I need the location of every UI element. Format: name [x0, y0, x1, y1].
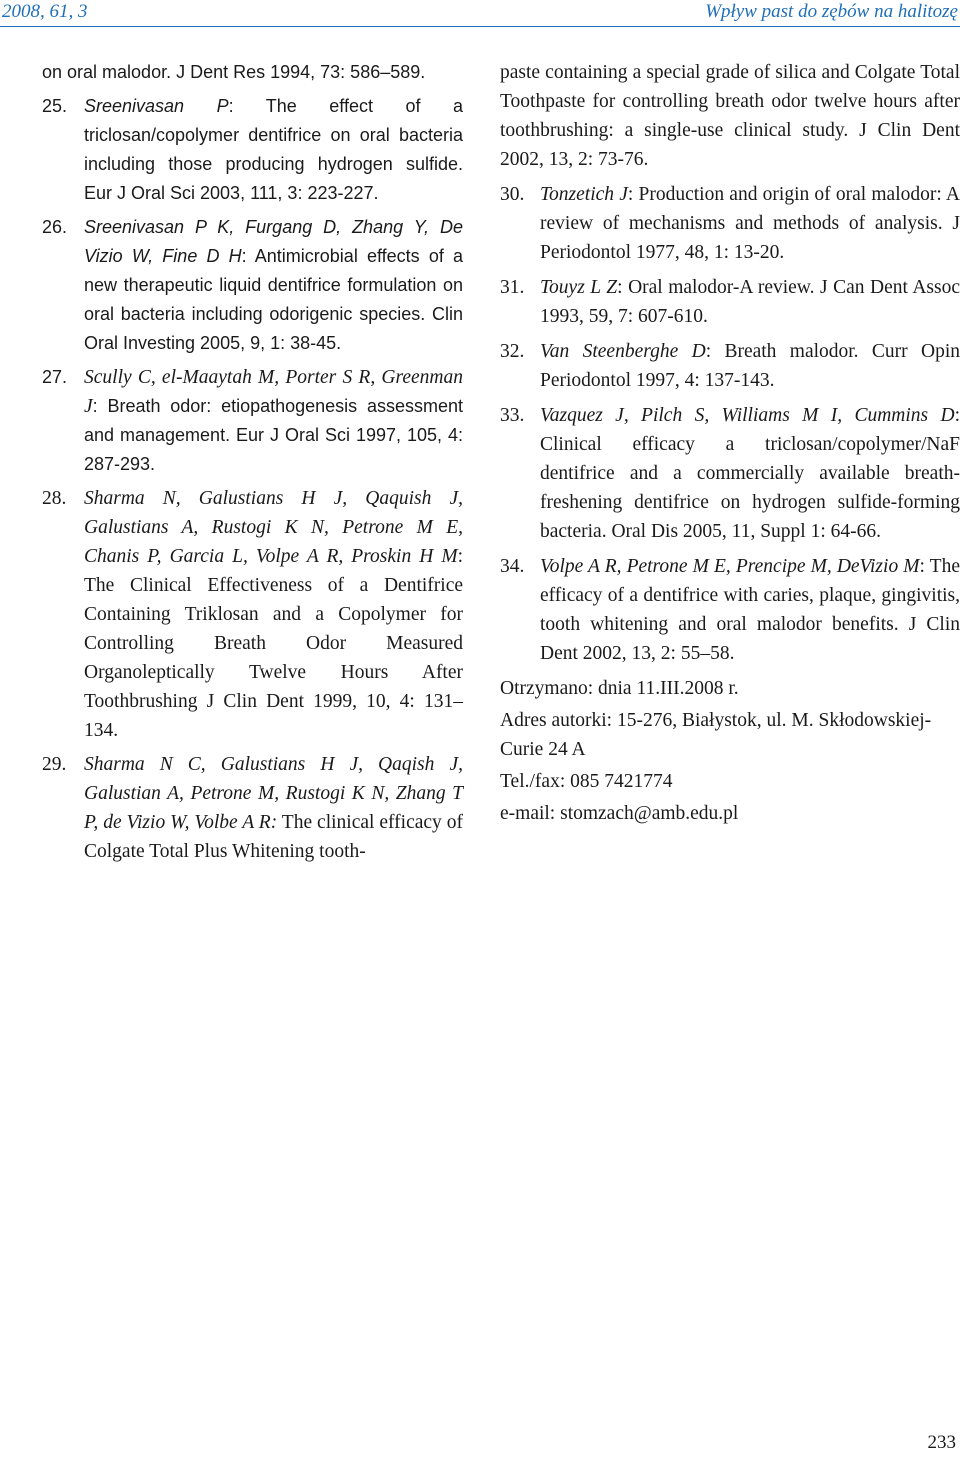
reference-authors: Sreenivasan P K, Furgang D, Zhang Y, De Vizio W, Fine D H: [84, 217, 463, 266]
email-address: e-mail: stomzach@amb.edu.pl: [500, 803, 739, 824]
article-short-title: Wpływ past do zębów na halitozę: [705, 1, 958, 22]
reference-authors: Scully C, el-Maaytah M, Porter S R, Greenman J: [84, 367, 463, 417]
reference-28: [42, 484, 463, 745]
reference-authors: Tonzetich J: [540, 184, 628, 205]
reference-authors: Vazquez J, Pilch S, Williams M I, Cummins D: [540, 405, 955, 426]
reference-number: 34.: [500, 556, 525, 577]
reference-authors: Touyz L Z: [540, 277, 618, 298]
reference-number: 32.: [500, 341, 525, 362]
reference-number: 26.: [42, 217, 68, 237]
reference-authors: Van Steenberghe D: [540, 341, 706, 362]
reference-authors: Sreenivasan P: [84, 96, 229, 116]
reference-text: : Breath odor: etiopathogenesis assessment and management. Eur J Oral Sci 1997, 105, 4: 287-293.: [84, 396, 463, 474]
received-date: Otrzymano: dnia 11.III.2008 r.: [500, 678, 739, 699]
reference-number: 30.: [500, 184, 525, 205]
reference-number: 31.: [500, 277, 525, 298]
reference-authors: Volpe A R, Petrone M E, Prencipe M, DeVizio M: [540, 556, 920, 577]
reference-32: [500, 337, 960, 395]
reference-29: [42, 750, 463, 866]
left-column: [42, 58, 463, 871]
reference-authors: Sharma N, Galustians H J, Qaquish J, Galustians A, Rustogi K N, Petrone M E, Chanis P, Garcia L, Volpe A R, Proskin H M: [84, 488, 463, 567]
reference-27: [42, 363, 463, 479]
reference-text: : Breath malodor. Curr Opin Periodontol 1997, 4: 137-143.: [540, 341, 960, 391]
reference-text: : Production and origin of oral malodor: A review of mechanisms and methods of analysis. J Periodontol 1977, 48, 1: 13-20.: [540, 184, 960, 263]
reference-continuation: [500, 58, 960, 174]
reference-continuation: [42, 58, 463, 87]
reference-authors: Sharma N C, Galustians H J, Qaqish J, Galustian A, Petrone M, Rustogi K N, Zhang T P, de Vizio W, Volbe A R:: [84, 754, 463, 833]
reference-25: [42, 92, 463, 208]
reference-text: The clinical efficacy of Colgate Total Plus Whitening tooth-: [84, 812, 463, 862]
reference-text: : The effect of a triclosan/copolymer dentifrice on oral bacteria including those producing hydrogen sulfide. Eur J Oral Sci 2003, 111, 3: 223-227.: [84, 96, 463, 203]
reference-33: [500, 401, 960, 546]
reference-text: : Antimicrobial effects of a new therapeutic liquid dentifrice formulation on oral bacteria including odorigenic species. Clin Oral Investing 2005, 9, 1: 38-45.: [84, 246, 463, 353]
reference-number: 28.: [42, 488, 67, 509]
reference-number: 25.: [42, 96, 68, 116]
phone-fax: Tel./fax: 085 7421774: [500, 771, 673, 792]
reference-34: [500, 552, 960, 668]
reference-30: [500, 180, 960, 267]
running-header: [0, 0, 960, 27]
page-number: 233: [927, 1432, 956, 1453]
right-column: [500, 58, 960, 831]
reference-31: [500, 273, 960, 331]
reference-text: paste containing a special grade of silica and Colgate Total Toothpaste for controlling breath odor twelve hours after toothbrushing: a single-use clinical study. J Clin Dent 2002, 13, 2: 73-76.: [500, 62, 960, 170]
reference-text: : The efficacy of a dentifrice with caries, plaque, gingivitis, tooth whitening and oral malodor benefits. J Clin Dent 2002, 13, 2: 55–58.: [540, 556, 960, 664]
reference-number: 27.: [42, 367, 68, 387]
reference-text: : Clinical efficacy a triclosan/copolymer/NaF dentifrice and a commercially available breath-freshening dentifrice on hydrogen sulfide-forming bacteria. Oral Dis 2005, 11, Suppl 1: 64-66.: [540, 405, 960, 542]
correspondence-info: [500, 674, 960, 828]
journal-issue: 2008, 61, 3: [2, 1, 88, 22]
reference-text: on oral malodor. J Dent Res 1994, 73: 586–589.: [42, 62, 426, 82]
reference-text: : Oral malodor-A review. J Can Dent Assoc 1993, 59, 7: 607-610.: [540, 277, 960, 327]
reference-text: : The Clinical Effectiveness of a Dentifrice Containing Triklosan and a Copolymer for Controlling Breath Odor Measured Organoleptically Twelve Hours After Toothbrushing J Clin Dent 1999, 10, 4: 131–134.: [84, 546, 463, 741]
reference-number: 33.: [500, 405, 525, 426]
reference-number: 29.: [42, 754, 67, 775]
author-address: Adres autorki: 15-276, Białystok, ul. M. Skłodowskiej-Curie 24 A: [500, 710, 932, 760]
reference-26: [42, 213, 463, 358]
